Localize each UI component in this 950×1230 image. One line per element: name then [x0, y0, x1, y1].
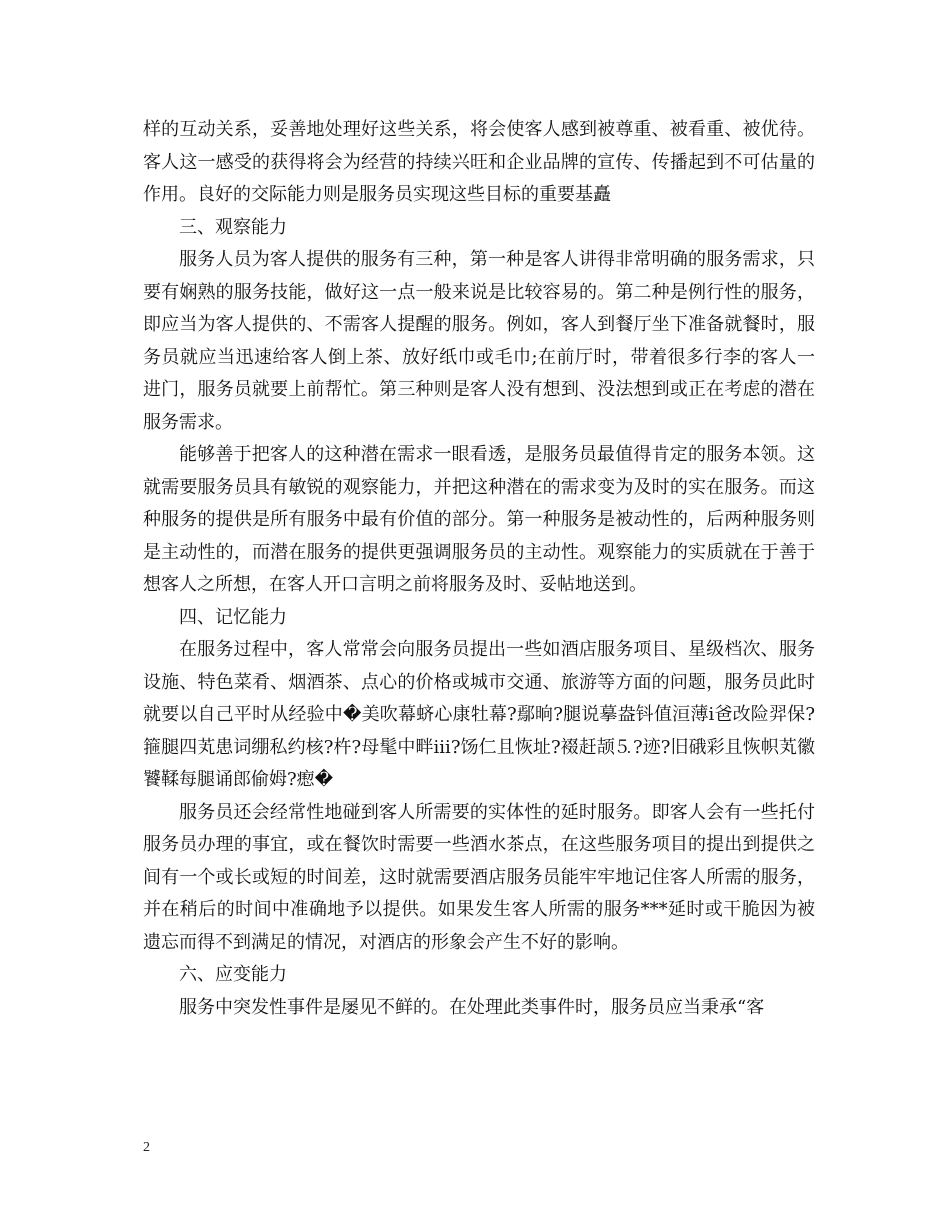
- paragraph-observation-skill: 能够善于把客人的这种潜在需求一眼看透，是服务员最值得肯定的服务本领。这就需要服务员具有敏锐的观察能力，并把这种潜在的需求变为及时的实在服务。而这种服务的提供是所有服务中最有价值的部分。第一种服务是被动性的，后两种服务则是主动性的，而潜在服务的提供更强调服务员的主动性。观察能力的实质就在于善于想客人之所想，在客人开口言明之前将服务及时、妥帖地送到。: [143, 444, 815, 595]
- paragraph-continuation: 样的互动关系，妥善地处理好这些关系，将会使客人感到被尊重、被看重、被优待。客人这一感受的获得将会为经营的持续兴旺和企业品牌的宣传、传播起到不可估量的作用。良好的交际能力则是服务员实现这些目标的重要基矗: [143, 119, 815, 205]
- paragraph-service-types: 服务人员为客人提供的服务有三种，第一种是客人讲得非常明确的服务需求，只要有娴熟的服务技能，做好这一点一般来说是比较容易的。第二种是例行性的服务，即应当为客人提供的、不需客人提醒的服务。例如，客人到餐厅坐下准备就餐时，服务员就应当迅速给客人倒上茶、放好纸巾或毛巾;在前厅时，带着很多行李的客人一进门，服务员就要上前帮忙。第三种则是客人没有想到、没法想到或正在考虑的潜在服务需求。: [143, 249, 815, 433]
- paragraph-memory-questions: 在服务过程中，客人常常会向服务员提出一些如酒店服务项目、星级档次、服务设施、特色菜肴、烟酒茶、点心的价格或城市交通、旅游等方面的问题，服务员此时就要以自己平时从经验中�美吹幕蛴心康牡幕?鄢晌?腿说摹盎钭值洹薄ⅰ爸改险羿保?箍腿四芄患词绷私约核?杵?母髦中畔ⅲ?饧仁且恢址?裰赶颉⒌?迹?旧硪彩且恢帜芄徽饕鞣每腿诵郎偷姆?瘛�: [143, 639, 815, 790]
- section-heading-adaptability: 六、应变能力: [179, 964, 287, 985]
- paragraph-emergency-events: 服务中突发性事件是屡见不鲜的。在处理此类事件时，服务员应当秉承“客: [179, 996, 765, 1018]
- paragraph-delayed-service: 服务员还会经常性地碰到客人所需要的实体性的延时服务。即客人会有一些托付服务员办理的事宜，或在餐饮时需要一些酒水茶点，在这些服务项目的提出到提供之间有一个或长或短的时间差，这时就需要酒店服务员能牢牢地记住客人所需的服务，并在稍后的时间中准确地予以提供。如果发生客人所需的服务***延时或干脆因为被遗忘而得不到满足的情况，对酒店的形象会产生不好的影响。: [143, 801, 815, 953]
- page-number: 2: [143, 1140, 150, 1155]
- section-heading-memory: 四、记忆能力: [179, 606, 287, 628]
- section-heading-observation: 三、观察能力: [179, 216, 287, 238]
- document-body: [143, 114, 815, 1024]
